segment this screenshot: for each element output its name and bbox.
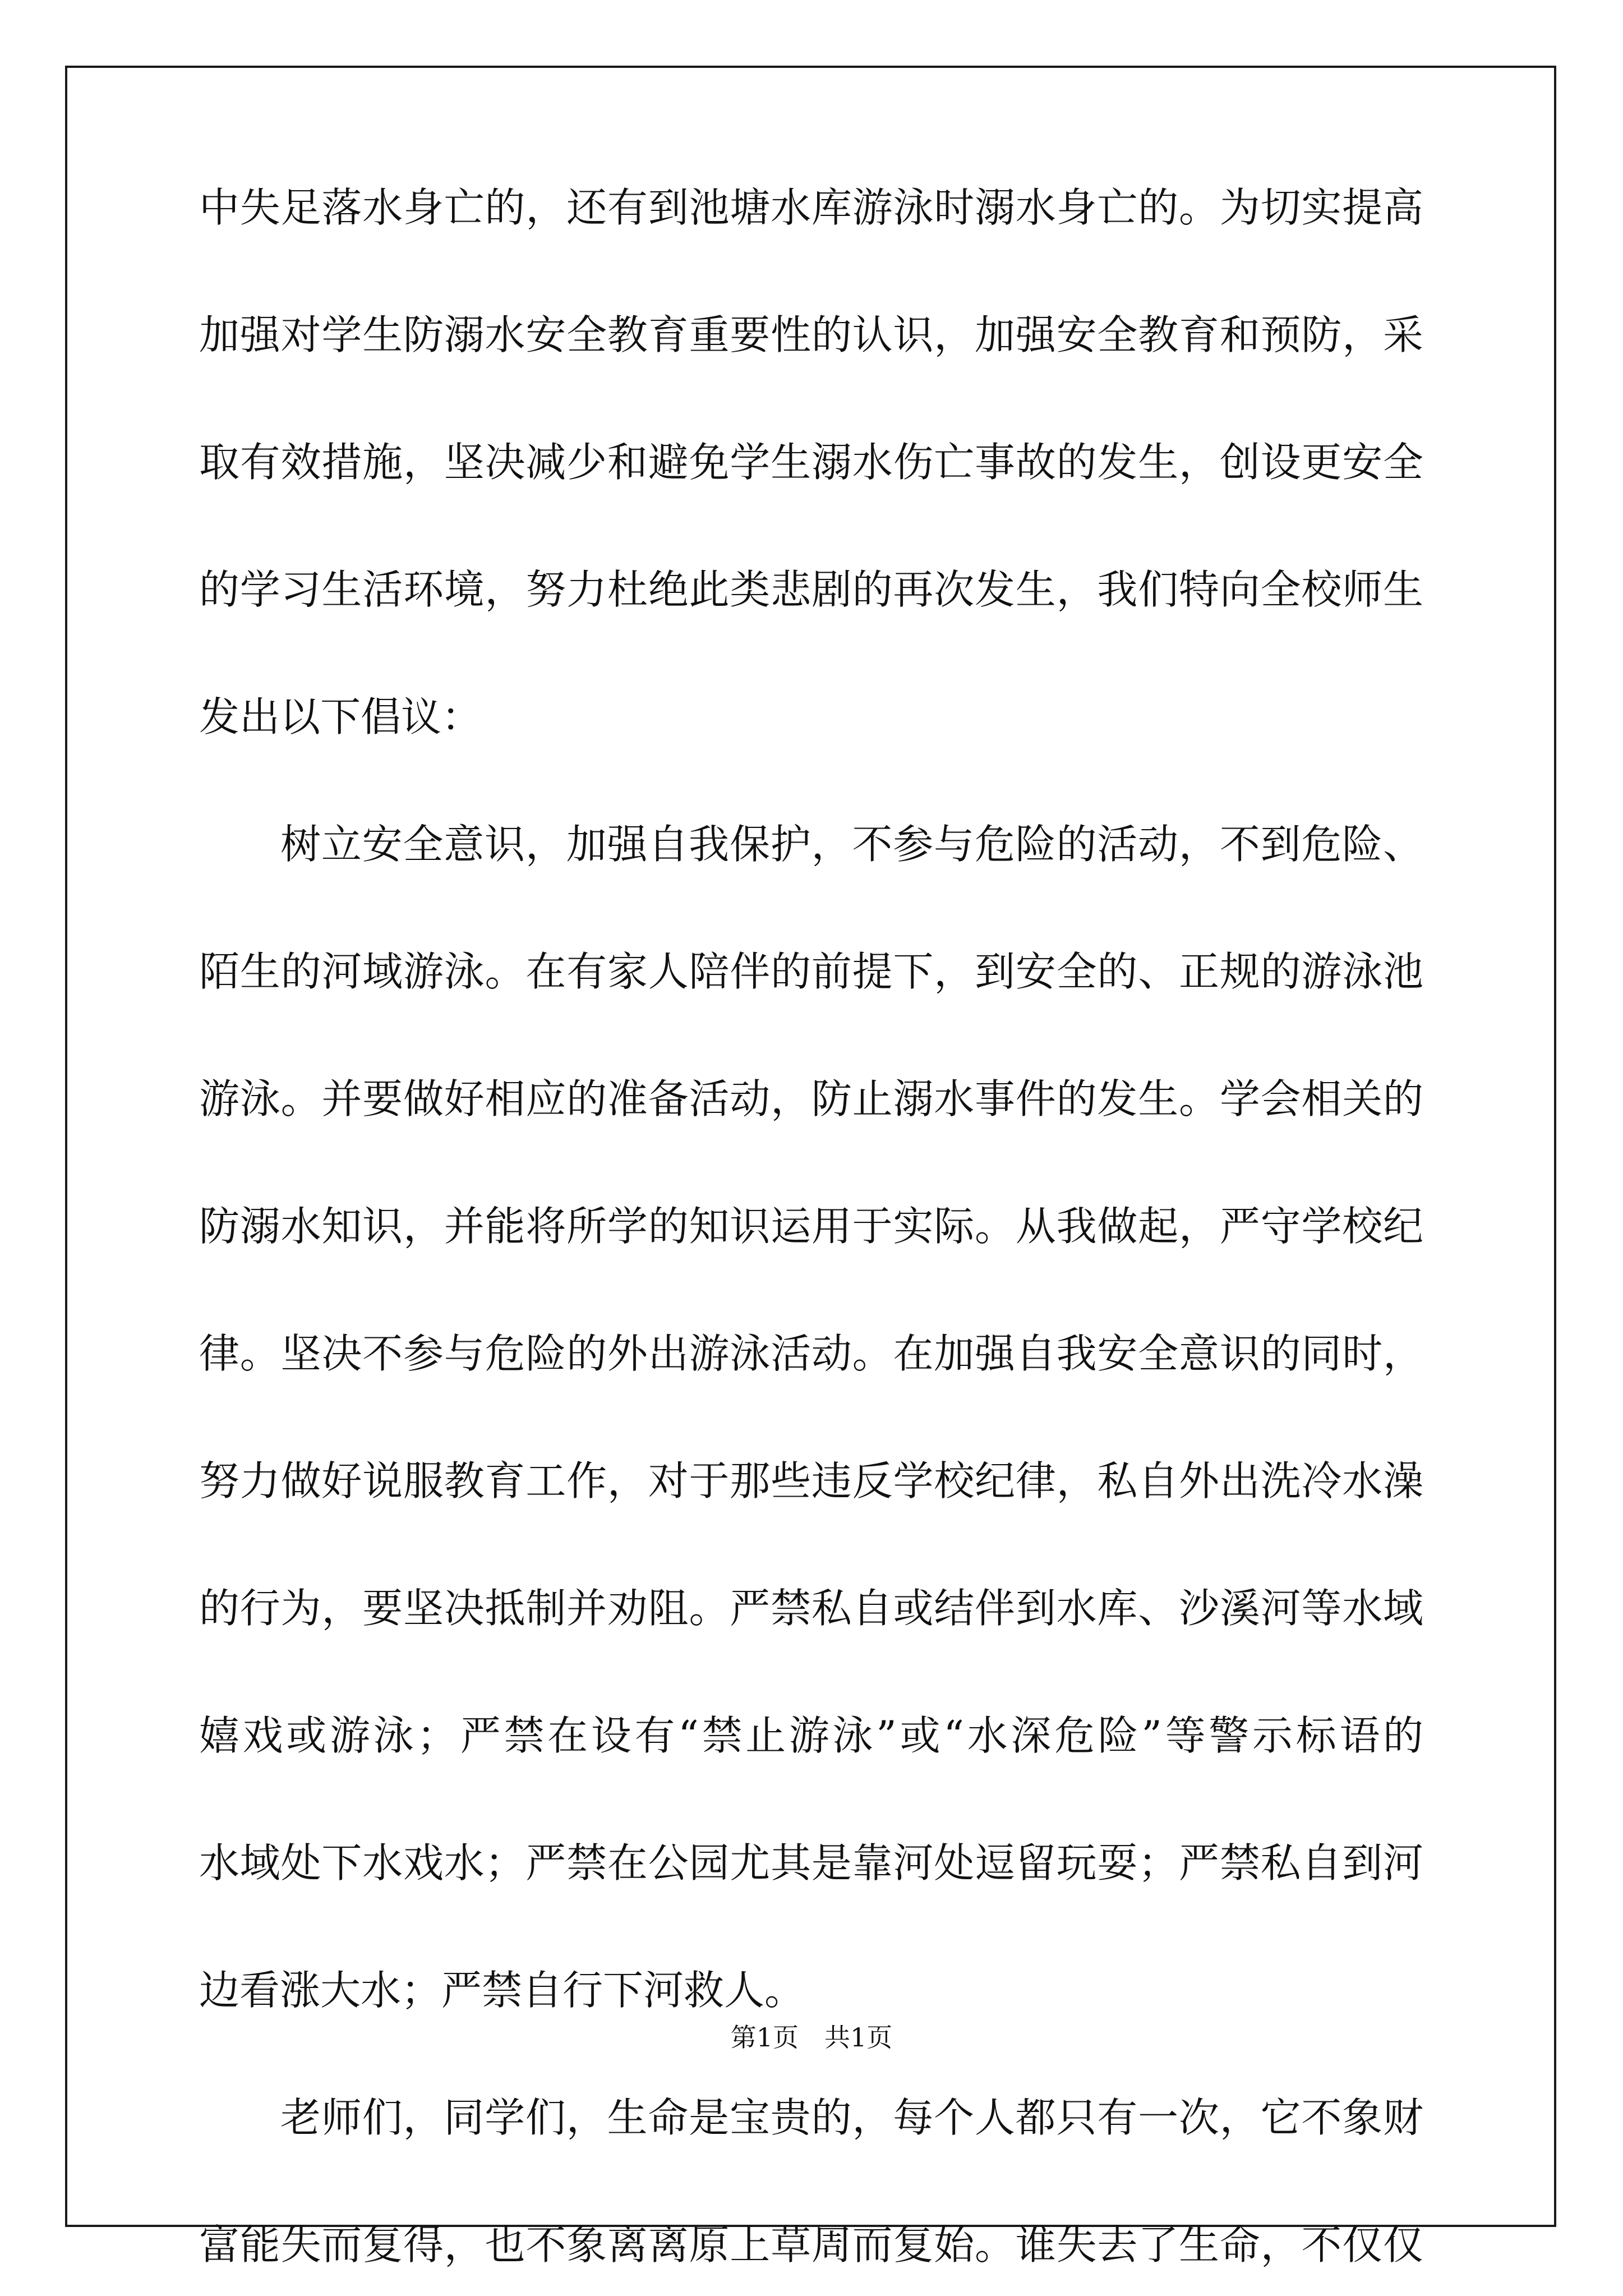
text-line: 加强对学生防溺水安全教育重要性的认识，加强安全教育和预防，采 (199, 311, 1423, 358)
text-line: 取有效措施，坚决减少和避免学生溺水伤亡事故的发生，创设更安全 (199, 439, 1423, 486)
page-border (65, 66, 1556, 2227)
text-line: 老师们，同学们，生命是宝贵的，每个人都只有一次，它不象财 (280, 2094, 1423, 2141)
text-line: 的行为，要坚决抵制并劝阻。严禁私自或结伴到水库、沙溪河等水域 (199, 1585, 1423, 1632)
text-line: 律。坚决不参与危险的外出游泳活动。在加强自我安全意识的同时， (199, 1330, 1423, 1377)
text-line: 树立安全意识，加强自我保护，不参与危险的活动，不到危险、 (280, 821, 1423, 868)
text-line: 陌生的河域游泳。在有家人陪伴的前提下，到安全的、正规的游泳池 (199, 948, 1423, 995)
text-line: 富能失而复得，也不象离离原上草周而复始。谁失去了生命，不仅仅 (199, 2221, 1423, 2269)
text-line: 发出以下倡议： (199, 693, 482, 740)
text-line: 防溺水知识，并能将所学的知识运用于实际。从我做起，严守学校纪 (199, 1203, 1423, 1250)
text-line: 游泳。并要做好相应的准备活动，防止溺水事件的发生。学会相关的 (199, 1075, 1423, 1122)
text-line: 的学习生活环境，努力杜绝此类悲剧的再次发生，我们特向全校师生 (199, 566, 1423, 613)
text-line: 嬉戏或游泳；严禁在设有“禁止游泳”或“水深危险”等警示标语的 (199, 1712, 1423, 1759)
text-line: 努力做好说服教育工作，对于那些违反学校纪律，私自外出洗冷水澡 (199, 1457, 1423, 1504)
text-line: 中失足落水身亡的，还有到池塘水库游泳时溺水身亡的。为切实提高 (199, 184, 1423, 231)
text-line: 水域处下水戏水；严禁在公园尤其是靠河处逗留玩耍；严禁私自到河 (199, 1839, 1423, 1887)
page-footer: 第1页 共1页 (730, 2022, 893, 2053)
text-line: 边看涨大水；严禁自行下河救人。 (199, 1967, 805, 2014)
